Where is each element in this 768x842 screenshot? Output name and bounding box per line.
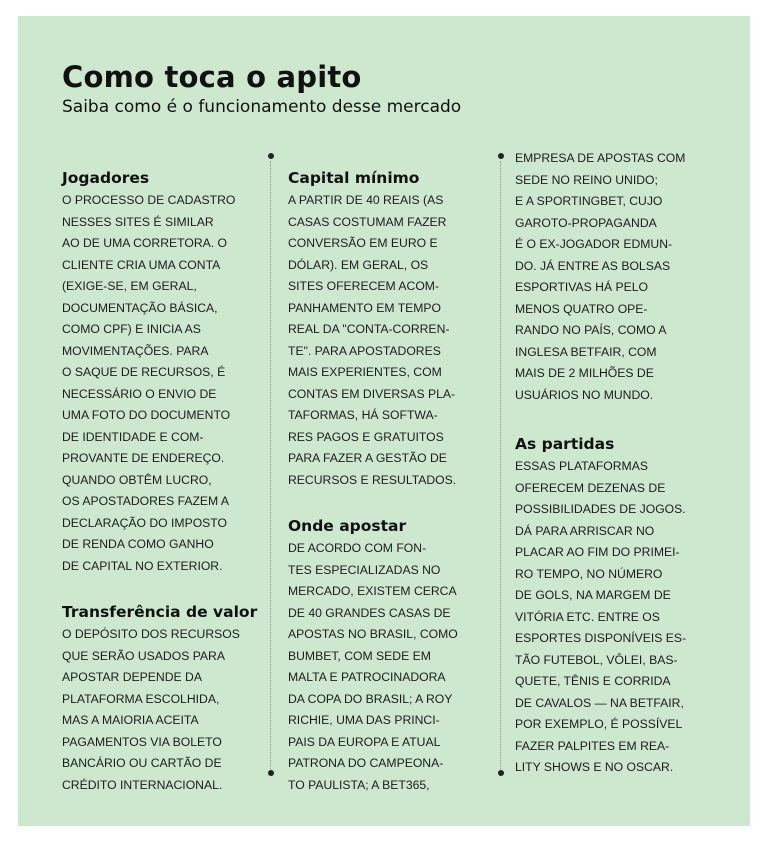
- column-divider: [500, 161, 501, 769]
- text-line: INGLESA BETFAIR, COM: [515, 344, 657, 359]
- section-body-jogadores: [62, 190, 235, 577]
- section-capital: [288, 166, 456, 491]
- text-line: APOSTAS NO BRASIL, COMO: [288, 627, 458, 641]
- section-heading-jogadores: Jogadores: [62, 169, 150, 187]
- text-line: DE GOLS, NA MARGEM DE: [515, 588, 671, 602]
- text-line: DA COPA DO BRASIL; A ROY: [288, 691, 453, 706]
- text-line: USUÁRIOS NO MUNDO.: [515, 387, 654, 402]
- text-line: CRÉDITO INTERNACIONAL.: [62, 777, 223, 792]
- section-onde-continuation: [515, 148, 685, 406]
- section-heading-transferencia: Transferência de valor: [62, 603, 258, 621]
- section-body-onde: [288, 538, 458, 796]
- text-line: ESSAS PLATAFORMAS: [515, 459, 648, 473]
- text-line: DECLARAÇÃO DO IMPOSTO: [62, 515, 228, 530]
- divider-dot-bottom: [268, 770, 274, 776]
- text-line: MALTA E PATROCINADORA: [288, 670, 446, 684]
- text-line: PANHAMENTO EM TEMPO: [288, 300, 442, 315]
- text-line: ESPORTES DISPONÍVEIS ES-: [515, 631, 687, 645]
- column-divider: [270, 161, 271, 769]
- text-line: POSSIBILIDADES DE JOGOS.: [515, 502, 686, 516]
- infobox-panel: [18, 16, 750, 826]
- section-heading-onde: Onde apostar: [288, 517, 407, 535]
- text-line: FAZER PALPITES EM REA-: [515, 738, 670, 753]
- text-line: DE ACORDO COM FON-: [288, 541, 427, 555]
- text-line: OS APOSTADORES FAZEM A: [62, 494, 230, 508]
- text-line: O SAQUE DE RECURSOS, É: [62, 365, 226, 379]
- text-line: BUMBET, COM SEDE EM: [288, 648, 431, 663]
- text-line: RO TEMPO, NO NÚMERO: [515, 566, 663, 581]
- section-partidas: [515, 432, 686, 779]
- text-line: MAIS DE 2 MILHÕES DE: [515, 366, 654, 380]
- text-line: DÁ PARA ARRISCAR NO: [515, 523, 655, 538]
- infobox-subtitle: Saiba como é o funcionamento desse mercado: [62, 97, 462, 117]
- text-line: ESPORTIVAS HÁ PELO: [515, 280, 648, 294]
- section-heading-capital: Capital mínimo: [288, 169, 420, 187]
- section-body-transferencia: [62, 624, 257, 796]
- text-line: TÃO FUTEBOL, VÔLEI, BAS-: [515, 652, 678, 667]
- text-line: RECURSOS E RESULTADOS.: [288, 472, 457, 487]
- section-transferencia: [62, 600, 257, 796]
- text-line: DE CAVALOS — NA BETFAIR,: [515, 695, 684, 710]
- text-line: O PROCESSO DE CADASTRO: [62, 193, 236, 207]
- text-line: QUANDO OBTÊM LUCRO,: [62, 472, 212, 487]
- text-line: CONVERSÃO EM EURO E: [288, 236, 438, 250]
- text-line: SEDE NO REINO UNIDO;: [515, 172, 658, 187]
- text-line: RES PAGOS E GRATUITOS: [288, 429, 444, 444]
- text-line: MOVIMENTAÇÕES. PARA: [62, 343, 209, 358]
- text-line: TO PAULISTA; A BET365,: [288, 777, 430, 792]
- text-line: PATRONA DO CAMPEONA-: [288, 756, 444, 770]
- text-line: APOSTAR DEPENDE DA: [62, 670, 202, 684]
- section-body-continuation: [515, 148, 685, 406]
- text-line: (EXIGE-SE, EM GERAL,: [62, 279, 197, 293]
- text-line: PAGAMENTOS VIA BOLETO: [62, 734, 222, 749]
- text-line: DE 40 GRANDES CASAS DE: [288, 605, 451, 620]
- text-line: DE RENDA COMO GANHO: [62, 537, 214, 551]
- text-line: DE CAPITAL NO EXTERIOR.: [62, 558, 223, 573]
- section-body-capital: [288, 190, 456, 491]
- text-line: OFERECEM DEZENAS DE: [515, 480, 666, 495]
- text-line: QUE SERÃO USADOS PARA: [62, 648, 225, 663]
- text-line: TE". PARA APOSTADORES: [288, 343, 441, 358]
- text-line: MAS A MAIORIA ACEITA: [62, 713, 199, 727]
- text-line: GAROTO-PROPAGANDA: [515, 215, 657, 230]
- text-line: PLATAFORMA ESCOLHIDA,: [62, 691, 220, 706]
- text-line: COMO CPF) E INICIA AS: [62, 322, 201, 336]
- section-jogadores: [62, 166, 235, 577]
- section-onde: [288, 514, 458, 796]
- text-line: VITÓRIA ETC. ENTRE OS: [515, 609, 660, 624]
- text-line: POR EXEMPLO, É POSSÍVEL: [515, 717, 683, 731]
- text-line: CASAS COSTUMAM FAZER: [288, 214, 447, 229]
- text-line: RICHIE, UMA DAS PRINCI-: [288, 713, 440, 727]
- divider-dot-bottom: [498, 770, 504, 776]
- text-line: AO DE UMA CORRETORA. O: [62, 236, 228, 250]
- text-line: TAFORMAS, HÁ SOFTWA-: [288, 408, 438, 422]
- text-line: MENOS QUATRO OPE-: [515, 301, 648, 316]
- text-line: LITY SHOWS E NO OSCAR.: [515, 760, 674, 774]
- text-line: NESSES SITES É SIMILAR: [62, 214, 214, 229]
- text-line: A PARTIR DE 40 REAIS (AS: [288, 193, 444, 207]
- text-line: CONTAS EM DIVERSAS PLA-: [288, 386, 456, 401]
- text-line: TES ESPECIALIZADAS NO: [288, 562, 441, 577]
- text-line: DO. JÁ ENTRE AS BOLSAS: [515, 258, 671, 273]
- text-line: DE IDENTIDADE E COM-: [62, 429, 204, 444]
- text-line: O DEPÓSITO DOS RECURSOS: [62, 627, 240, 641]
- text-line: PARA FAZER A GESTÃO DE: [288, 451, 447, 465]
- text-line: UMA FOTO DO DOCUMENTO: [62, 408, 231, 422]
- text-line: REAL DA "CONTA-CORREN-: [288, 322, 450, 336]
- text-line: BANCÁRIO OU CARTÃO DE: [62, 756, 222, 770]
- text-line: EMPRESA DE APOSTAS COM: [515, 151, 686, 165]
- text-line: PLACAR AO FIM DO PRIMEI-: [515, 545, 680, 559]
- section-heading-partidas: As partidas: [515, 435, 615, 453]
- text-line: RANDO NO PAÍS, COMO A: [515, 323, 667, 337]
- text-line: E A SPORTINGBET, CUJO: [515, 194, 663, 208]
- text-line: NECESSÁRIO O ENVIO DE: [62, 386, 217, 401]
- divider-dot-top: [498, 153, 504, 159]
- section-body-partidas: [515, 456, 686, 779]
- text-line: MERCADO, EXISTEM CERCA: [288, 584, 457, 598]
- text-line: DOCUMENTAÇÃO BÁSICA,: [62, 300, 218, 315]
- text-line: MAIS EXPERIENTES, COM: [288, 365, 442, 379]
- text-line: PAIS DA EUROPA E ATUAL: [288, 734, 441, 749]
- text-line: SITES OFERECEM ACOM-: [288, 279, 440, 293]
- divider-dot-top: [268, 153, 274, 159]
- text-line: É O EX-JOGADOR EDMUN-: [515, 237, 673, 251]
- text-line: CLIENTE CRIA UMA CONTA: [62, 257, 221, 272]
- text-line: PROVANTE DE ENDEREÇO.: [62, 451, 225, 465]
- text-line: DÓLAR). EM GERAL, OS: [288, 257, 429, 272]
- infobox-title: Como toca o apito: [62, 60, 362, 94]
- text-line: QUETE, TÊNIS E CORRIDA: [515, 674, 671, 688]
